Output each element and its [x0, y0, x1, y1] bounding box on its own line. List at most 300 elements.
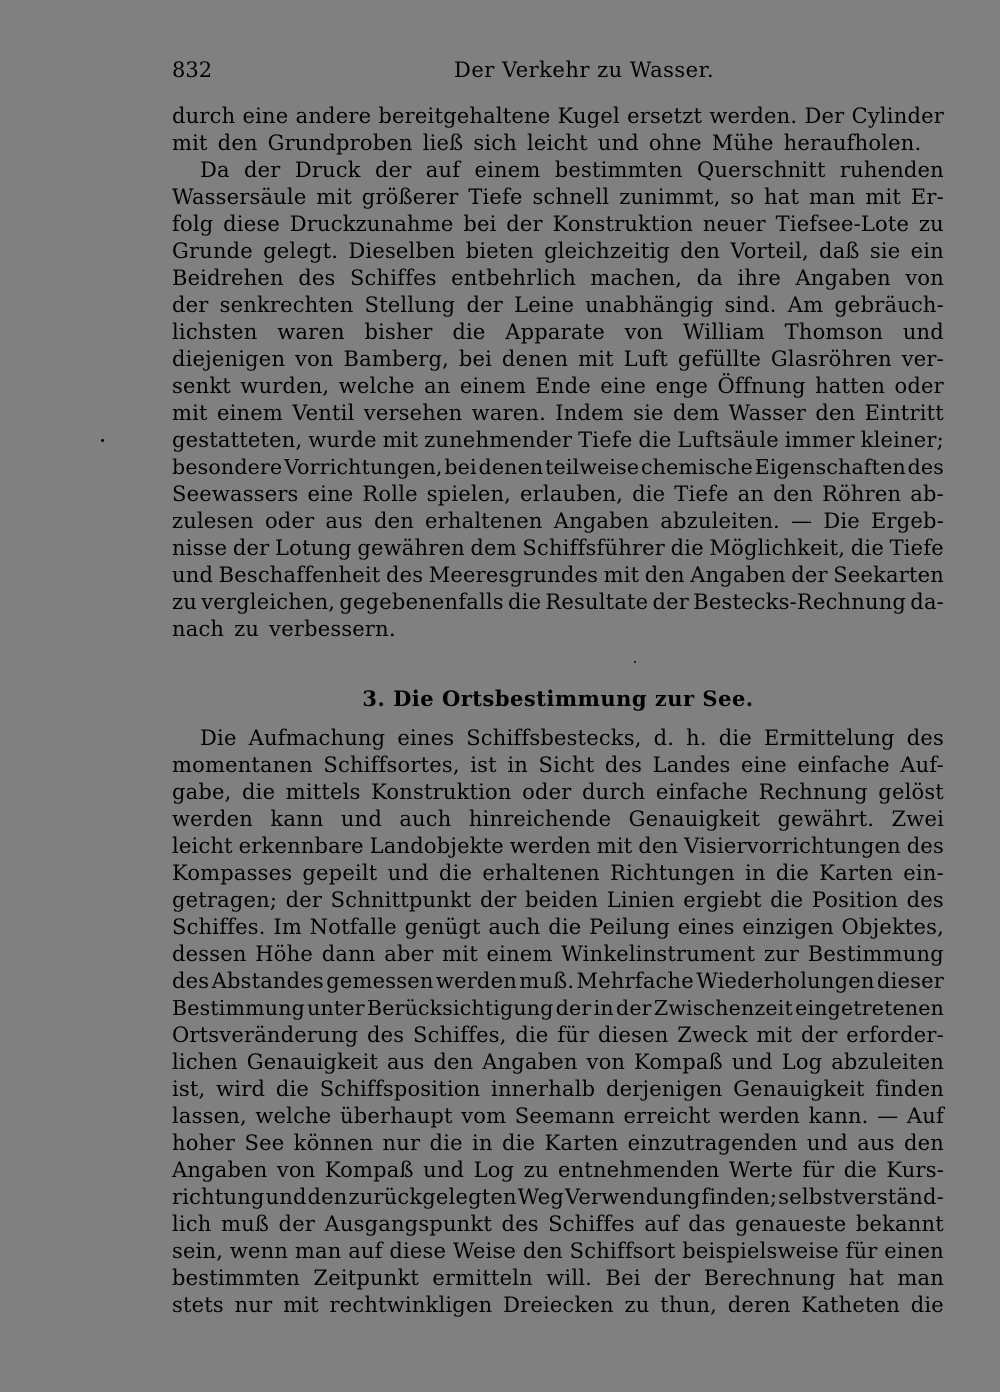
- word: einem: [459, 374, 526, 398]
- word: gestatteten,: [172, 428, 303, 452]
- word: mittels: [285, 780, 361, 804]
- word: den: [903, 1131, 944, 1155]
- word: daß: [819, 239, 860, 263]
- word: Genauigkeit: [628, 807, 761, 831]
- word: getragen;: [172, 888, 278, 912]
- word: diese: [389, 1239, 447, 1263]
- text-line: [172, 1184, 944, 1211]
- word: diesen: [598, 1023, 669, 1047]
- word: Angaben: [172, 1158, 268, 1182]
- word: dann: [321, 942, 376, 966]
- word: Zwischenzeit: [653, 996, 793, 1020]
- word: der: [652, 590, 690, 614]
- word: einem: [486, 942, 553, 966]
- word: selbstverständ-: [778, 1185, 944, 1209]
- word: Schiffsbestecks,: [466, 726, 642, 750]
- word: ist: [470, 753, 497, 777]
- word: ruhenden: [839, 158, 944, 182]
- word: kann: [270, 807, 324, 831]
- word: Bestimmung: [807, 942, 944, 966]
- word: des: [906, 834, 944, 858]
- word: einfache: [655, 780, 749, 804]
- word: von: [295, 347, 334, 371]
- word: enge: [655, 374, 709, 398]
- word: Tiefe: [674, 482, 729, 506]
- word: sein,: [172, 1239, 224, 1263]
- word: deren: [727, 1293, 791, 1317]
- word: Er-: [910, 185, 944, 209]
- word: Log: [781, 1050, 823, 1074]
- running-head: [172, 58, 715, 88]
- word: unter: [307, 996, 365, 1020]
- word: Vorrichtungen,: [284, 455, 443, 479]
- word: ist,: [172, 1077, 206, 1101]
- word: erforder-: [846, 1023, 944, 1047]
- word: Genauigkeit: [733, 1077, 865, 1101]
- word: einem: [216, 401, 283, 425]
- text-line: [172, 508, 944, 535]
- word: Schiffsort: [569, 1239, 676, 1263]
- text-line: [172, 1022, 944, 1049]
- word: aus: [325, 509, 363, 533]
- word: da-: [910, 590, 944, 614]
- word: Aufmachung: [248, 726, 386, 750]
- word: richtung: [172, 1185, 265, 1209]
- word: mit: [442, 942, 478, 966]
- text-line: [172, 887, 944, 914]
- word: erlauben,: [520, 482, 624, 506]
- word: waren.: [471, 401, 547, 425]
- word: auf: [348, 1239, 383, 1263]
- word: heraufholen.: [783, 131, 922, 155]
- word: Schiffes: [349, 266, 437, 290]
- word: des: [906, 888, 944, 912]
- word: Ortsveränderung: [172, 1023, 359, 1047]
- word: Druck: [294, 158, 361, 182]
- word: Richtungen: [610, 861, 735, 885]
- word: Konstruktion: [552, 212, 694, 236]
- word: in: [593, 996, 614, 1020]
- word: für: [557, 1023, 590, 1047]
- word: die: [502, 1131, 536, 1155]
- word: die: [910, 1293, 944, 1317]
- word: der: [466, 293, 503, 317]
- word: den: [680, 239, 721, 263]
- word: lichen: [172, 1050, 238, 1074]
- word: von: [586, 1050, 626, 1074]
- word: Landes: [652, 753, 731, 777]
- word: Objektes,: [841, 915, 944, 939]
- word: verbessern.: [269, 617, 396, 641]
- word: Resultate: [545, 590, 649, 614]
- word: den: [644, 563, 685, 587]
- word: der: [278, 1212, 316, 1236]
- word: ihre: [737, 266, 781, 290]
- text-line: [172, 1211, 944, 1238]
- word: den: [433, 1050, 474, 1074]
- word: derjenigen: [605, 1077, 723, 1101]
- word: Tiefsee-Lote: [775, 212, 910, 236]
- word: der: [654, 1266, 691, 1290]
- word: Verwendung: [564, 1185, 701, 1209]
- text-line: [172, 968, 944, 995]
- word: Landobjekte: [369, 834, 504, 858]
- text-line: [172, 130, 944, 157]
- word: zu: [523, 1158, 549, 1182]
- word: Ergeb-: [871, 509, 944, 533]
- word: eines: [677, 915, 735, 939]
- word: rechtwinkligen: [329, 1293, 493, 1317]
- word: man: [897, 1266, 944, 1290]
- word: dessen: [172, 942, 247, 966]
- word: den: [307, 1185, 348, 1209]
- word: eine: [307, 482, 354, 506]
- word: und: [265, 1185, 307, 1209]
- word: Querschnitt: [697, 158, 826, 182]
- word: waren: [277, 320, 345, 344]
- word: die: [275, 1077, 309, 1101]
- word: Höhe: [255, 942, 313, 966]
- word: Indem: [555, 401, 624, 425]
- word: machen,: [590, 266, 683, 290]
- word: den: [522, 1239, 563, 1263]
- text-line: [172, 725, 944, 752]
- word: aber: [384, 942, 434, 966]
- word: Tiefe: [889, 536, 944, 560]
- word: eine: [242, 104, 289, 128]
- word: die: [775, 861, 810, 885]
- word: stets: [172, 1293, 224, 1317]
- word: in: [507, 753, 528, 777]
- word: Karten: [819, 861, 894, 885]
- word: mit: [172, 401, 208, 425]
- word: Wasser: [728, 401, 807, 425]
- word: Öffnung: [717, 374, 806, 398]
- word: beiden: [525, 888, 599, 912]
- word: Notfalle: [309, 915, 397, 939]
- text-line: [172, 1103, 944, 1130]
- word: die: [850, 536, 884, 560]
- word: Schiffsposition: [319, 1077, 481, 1101]
- word: Ermittelung: [763, 726, 895, 750]
- word: eine: [600, 374, 647, 398]
- word: —: [791, 509, 813, 533]
- word: Zwei: [891, 807, 944, 831]
- text-line: [172, 589, 944, 616]
- word: —: [877, 1104, 899, 1128]
- word: Schnittpunkt: [330, 888, 472, 912]
- text-line: [172, 346, 944, 373]
- word: auch: [399, 807, 452, 831]
- word: Weise: [452, 1239, 517, 1263]
- word: und: [340, 807, 382, 831]
- word: der: [172, 293, 209, 317]
- word: werden: [718, 1104, 801, 1128]
- word: durch: [582, 780, 646, 804]
- text-line: [172, 806, 944, 833]
- word: Tiefe: [468, 185, 523, 209]
- word: zurückgelegten: [348, 1185, 517, 1209]
- word: Rolle: [362, 482, 418, 506]
- word: innerhalb: [491, 1077, 596, 1101]
- word: Stellung: [364, 293, 456, 317]
- word: Mehrfache: [576, 969, 694, 993]
- word: Thomson: [784, 320, 884, 344]
- text-line: [172, 481, 944, 508]
- word: wurde: [308, 428, 377, 452]
- body-text-block-1: [172, 103, 944, 643]
- text-line: [172, 454, 944, 481]
- word: will.: [546, 1266, 593, 1290]
- word: senkt: [172, 374, 231, 398]
- word: Da: [200, 158, 230, 182]
- running-title: Der Verkehr zu Wasser.: [454, 58, 715, 82]
- text-line: [172, 292, 944, 319]
- word: den: [815, 401, 856, 425]
- word: Kurs-: [886, 1158, 944, 1182]
- word: Zeitpunkt: [313, 1266, 420, 1290]
- word: Beidrehen: [172, 266, 284, 290]
- word: ver-: [901, 347, 944, 371]
- word: aus: [387, 1050, 425, 1074]
- word: denen: [478, 455, 544, 479]
- word: der: [285, 888, 323, 912]
- word: Konstruktion: [371, 780, 512, 804]
- word: der: [374, 158, 412, 182]
- word: Eigenschaften: [754, 455, 906, 479]
- word: die: [242, 780, 276, 804]
- word: da: [696, 266, 723, 290]
- word: oder: [522, 780, 572, 804]
- text-line: [172, 427, 944, 454]
- word: diese: [223, 212, 280, 236]
- word: genaueste: [735, 1212, 847, 1236]
- word: Berechnung: [703, 1266, 836, 1290]
- word: ab-: [910, 482, 944, 506]
- word: Bestimmung: [172, 996, 305, 1020]
- word: den: [638, 834, 679, 858]
- word: beispielsweise: [682, 1239, 839, 1263]
- word: wird: [216, 1077, 266, 1101]
- text-line: [172, 1157, 944, 1184]
- word: spielen,: [426, 482, 512, 506]
- word: nur: [382, 1131, 421, 1155]
- word: an: [424, 374, 451, 398]
- word: ein-: [903, 861, 944, 885]
- word: eine: [741, 753, 787, 777]
- word: bei: [463, 212, 497, 236]
- word: Möglichkeit,: [709, 536, 846, 560]
- word: Linien: [606, 888, 675, 912]
- text-line: [172, 265, 944, 292]
- page-number: 832: [172, 58, 213, 82]
- word: Auf: [906, 1104, 944, 1128]
- word: der: [506, 212, 543, 236]
- word: des: [298, 266, 336, 290]
- word: lassen,: [172, 1104, 247, 1128]
- scan-speck: [634, 661, 636, 663]
- word: mit: [596, 834, 633, 858]
- word: gewähren: [357, 536, 465, 560]
- word: Dreiecken: [503, 1293, 614, 1317]
- word: Schiffes: [548, 1212, 635, 1236]
- word: mit: [603, 563, 640, 587]
- word: Die: [823, 509, 860, 533]
- word: Kompaß: [634, 1050, 723, 1074]
- word: zunehmender: [424, 428, 573, 452]
- word: die: [770, 888, 804, 912]
- word: thun,: [660, 1293, 717, 1317]
- word: Wassersäule: [172, 185, 307, 209]
- word: immer: [784, 428, 855, 452]
- word: genügt: [404, 915, 481, 939]
- word: d.: [653, 726, 675, 750]
- word: werden: [172, 807, 254, 831]
- word: mit: [283, 1293, 319, 1317]
- word: Druckzunahme: [289, 212, 454, 236]
- text-line: [172, 103, 944, 130]
- word: gebräuch-: [834, 293, 944, 317]
- word: einzigen: [742, 915, 834, 939]
- word: Lotung: [274, 536, 352, 560]
- word: Schiffes.: [172, 915, 266, 939]
- word: welche: [255, 1104, 332, 1128]
- word: ersetzt: [627, 104, 703, 128]
- word: finden;: [701, 1185, 778, 1209]
- word: Winkelinstrument: [561, 942, 756, 966]
- word: Bestecks-Rechnung: [693, 590, 907, 614]
- word: erhaltenen: [482, 861, 600, 885]
- word: bisher: [364, 320, 433, 344]
- text-line: [172, 914, 944, 941]
- word: Bei: [605, 1266, 641, 1290]
- word: können: [293, 1131, 374, 1155]
- word: leicht: [172, 834, 233, 858]
- word: Im: [273, 915, 302, 939]
- word: Röhren: [822, 482, 902, 506]
- word: und: [423, 1158, 465, 1182]
- word: Log: [473, 1158, 515, 1182]
- word: Apparate: [505, 320, 605, 344]
- word: und: [172, 563, 214, 587]
- word: Schiffsortes,: [323, 753, 460, 777]
- word: Rechnung: [758, 780, 868, 804]
- word: eines: [397, 726, 455, 750]
- word: die: [508, 590, 542, 614]
- text-line: [172, 779, 944, 806]
- word: Berücksichtigung: [366, 996, 554, 1020]
- word: und: [806, 1131, 848, 1155]
- word: man: [294, 1239, 342, 1263]
- word: Grundproben: [267, 131, 413, 155]
- word: Sicht: [538, 753, 595, 777]
- word: des: [501, 1212, 539, 1236]
- word: zulesen: [172, 509, 254, 533]
- word: zur: [763, 942, 800, 966]
- word: Tiefe: [578, 428, 633, 452]
- word: ermitteln: [432, 1266, 533, 1290]
- word: Seemann: [514, 1104, 615, 1128]
- word: an: [737, 482, 765, 506]
- word: die: [670, 536, 704, 560]
- word: werden: [509, 834, 591, 858]
- word: der: [232, 536, 270, 560]
- word: See: [244, 1131, 285, 1155]
- word: Bamberg,: [343, 347, 449, 371]
- word: dem: [470, 536, 517, 560]
- word: Dieselben: [348, 239, 456, 263]
- word: oder: [264, 509, 315, 533]
- body-text-block-2: [172, 725, 944, 1319]
- word: welche: [338, 374, 415, 398]
- text-line: [172, 860, 944, 887]
- word: teilweise: [545, 455, 640, 479]
- word: von: [905, 266, 944, 290]
- word: Meeresgrundes: [428, 563, 599, 587]
- word: kleiner;: [860, 428, 944, 452]
- word: mit: [172, 131, 208, 155]
- word: den: [217, 131, 258, 155]
- word: finden: [875, 1077, 944, 1101]
- text-line: [172, 535, 944, 562]
- word: Die: [200, 726, 237, 750]
- word: hat: [764, 185, 800, 209]
- word: Grunde: [172, 239, 253, 263]
- word: Schiffes,: [413, 1023, 507, 1047]
- word: bestimmten: [172, 1266, 301, 1290]
- word: Auf-: [900, 753, 944, 777]
- word: Am: [787, 293, 824, 317]
- word: Kugel: [557, 104, 620, 128]
- word: Mühe: [711, 131, 774, 155]
- word: wenn: [229, 1239, 289, 1263]
- text-line: [172, 400, 944, 427]
- word: in: [745, 861, 766, 885]
- word: mit: [382, 428, 419, 452]
- word: erhaltenen: [425, 509, 543, 533]
- word: hat: [848, 1266, 884, 1290]
- word: der: [800, 1023, 838, 1047]
- word: größerer: [361, 185, 459, 209]
- word: auf: [644, 1212, 679, 1236]
- word: abzuleiten: [831, 1050, 944, 1074]
- word: einfache: [797, 753, 890, 777]
- text-line: [172, 1265, 944, 1292]
- word: bekannt: [855, 1212, 944, 1236]
- word: zu: [234, 617, 260, 641]
- section-heading: 3. Die Ortsbestimmung zur See.: [362, 686, 754, 711]
- word: momentanen: [172, 753, 313, 777]
- word: muß.: [519, 969, 575, 993]
- word: die: [548, 915, 582, 939]
- text-line: [172, 211, 944, 238]
- text-line: [172, 833, 944, 860]
- word: der: [244, 158, 281, 182]
- text-line: [172, 184, 944, 211]
- word: zu: [624, 1293, 650, 1317]
- word: andere: [295, 104, 372, 128]
- word: hoher: [172, 1131, 236, 1155]
- word: bereitgehaltene: [378, 104, 551, 128]
- word: William: [682, 320, 765, 344]
- word: entbehrlich: [451, 266, 576, 290]
- word: und: [731, 1050, 773, 1074]
- word: kann.: [808, 1104, 869, 1128]
- word: die: [515, 1023, 549, 1047]
- text-line: [172, 373, 944, 400]
- word: Abstandes: [211, 969, 324, 993]
- word: aus: [857, 1131, 895, 1155]
